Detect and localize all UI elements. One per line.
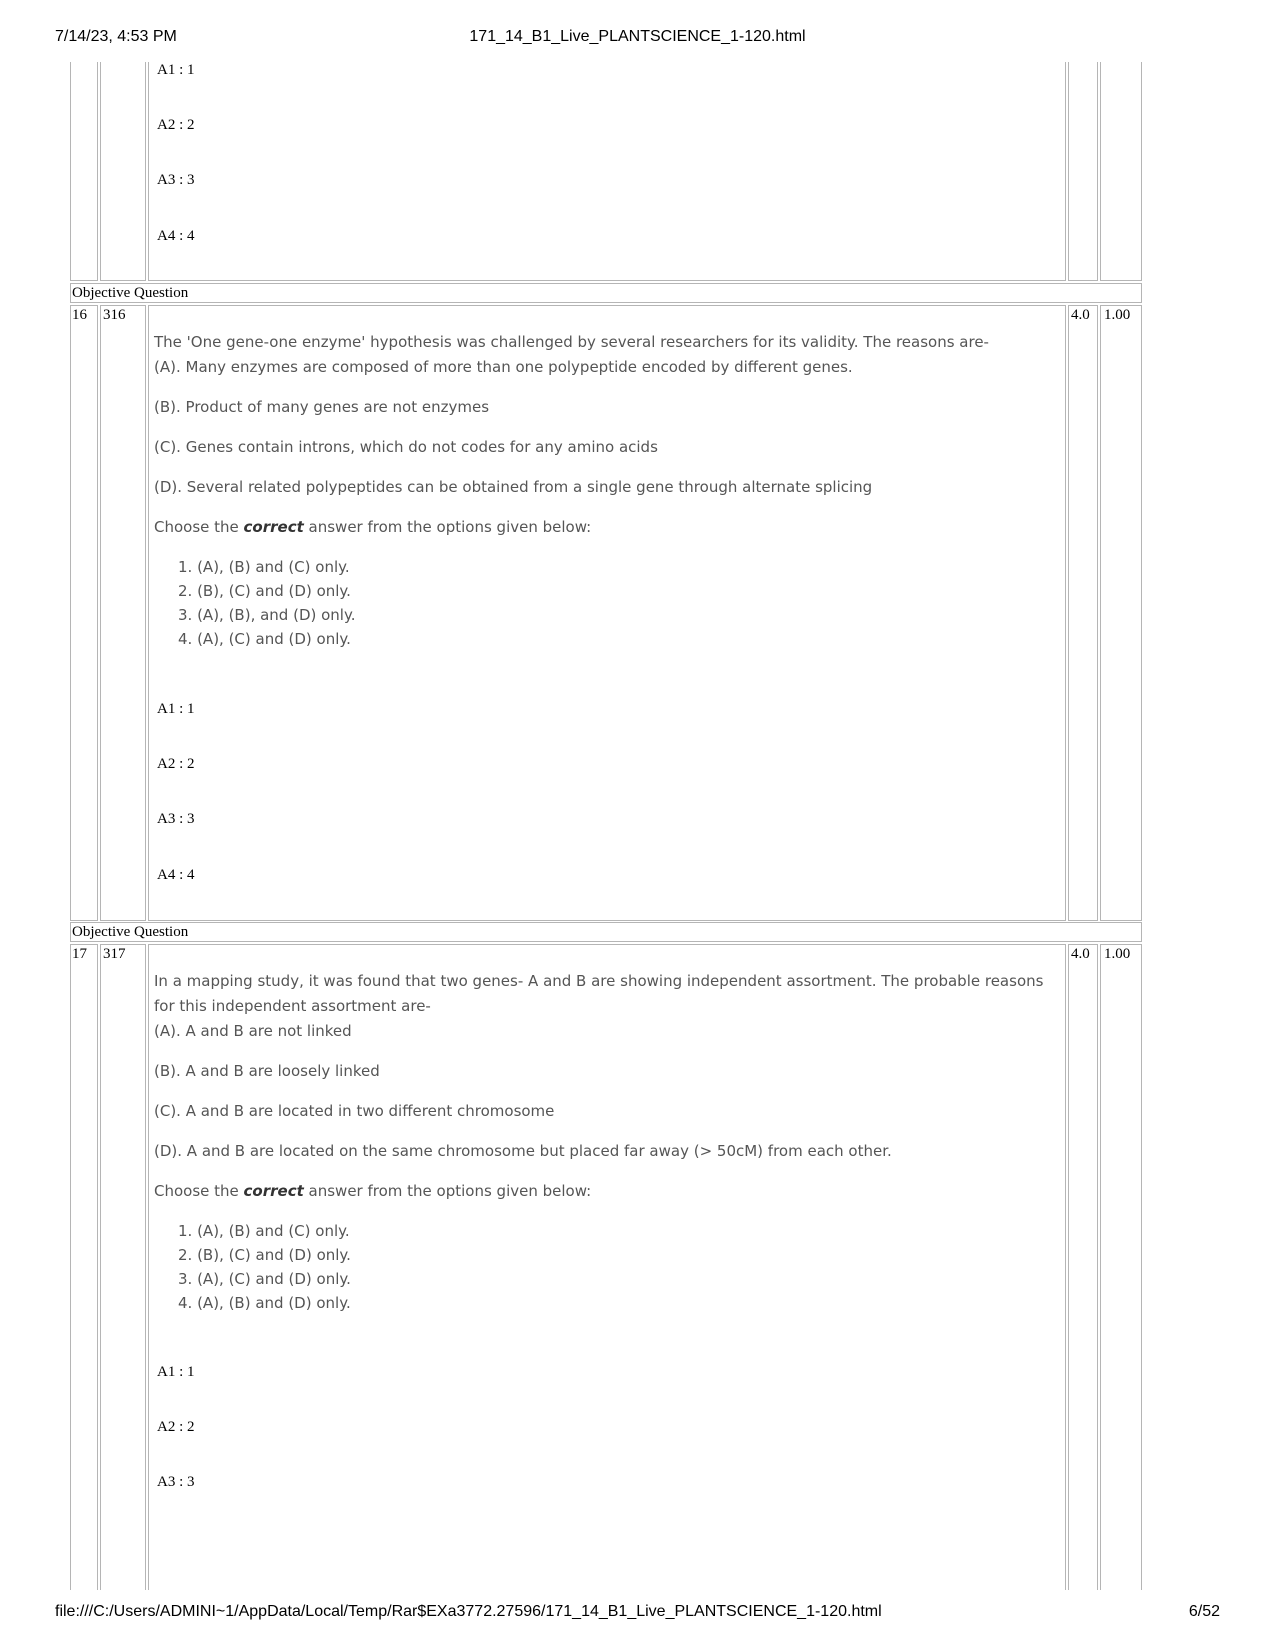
print-file-path: file:///C:/Users/ADMINI~1/AppData/Local/Temp/Rar$EXa3772.27596/171_14_B1_Live_PLANTSCIENCE_1-120.html: [55, 1603, 882, 1620]
print-header: [55, 28, 1220, 50]
question-block-17: [70, 944, 1206, 1590]
marks-cell: [1068, 944, 1098, 1590]
statement: (D). Several related polypeptides can be obtained from a single gene through alternate splicing: [154, 478, 873, 496]
choose-instruction: [154, 515, 1059, 540]
prev-marks-cell: [1068, 62, 1098, 281]
question-stem: The 'One gene-one enzyme' hypothesis was challenged by several researchers for its validity. The reasons are-: [154, 333, 989, 351]
choose-instruction: [154, 1179, 1059, 1204]
option-item: 3. (A), (B), and (D) only.: [178, 606, 356, 624]
option-item: 1. (A), (B) and (C) only.: [178, 1222, 350, 1240]
marks-cell: [1068, 305, 1098, 921]
question-sno-cell: [70, 305, 98, 921]
print-doc-title: 171_14_B1_Live_PLANTSCIENCE_1-120.html: [469, 28, 806, 45]
question-text: [154, 330, 1059, 651]
statement: (A). Many enzymes are composed of more than one polypeptide encoded by different genes.: [154, 358, 853, 376]
answer-option: A4 : 4: [157, 228, 195, 244]
question-sno: 16: [72, 307, 87, 323]
question-sno: 17: [72, 946, 87, 962]
negative-marks-value: 1.00: [1104, 946, 1131, 962]
question-body-cell: [148, 305, 1066, 921]
negative-marks-cell: [1100, 305, 1142, 921]
answer-option: A2 : 2: [157, 756, 195, 772]
prev-qid-cell: [100, 62, 146, 281]
option-item: 2. (B), (C) and (D) only.: [178, 582, 351, 600]
prev-body-cell: [148, 62, 1066, 281]
statement: (D). A and B are located on the same chromosome but placed far away (> 50cM) from each other.: [154, 1142, 892, 1160]
choose-suffix: answer from the options given below:: [303, 518, 592, 536]
marks-value: 4.0: [1071, 946, 1090, 962]
section-label: [70, 283, 1142, 303]
answer-option: A2 : 2: [157, 1419, 195, 1435]
print-page-number: 6/52: [1188, 1603, 1220, 1620]
question-sno-cell: [70, 944, 98, 1590]
print-footer: [55, 1603, 1220, 1625]
option-item: 4. (A), (B) and (D) only.: [178, 1294, 351, 1312]
option-item: 3. (A), (C) and (D) only.: [178, 1270, 351, 1288]
choose-prefix: Choose the: [154, 518, 244, 536]
negative-marks-cell: [1100, 944, 1142, 1590]
question-id-cell: [100, 944, 146, 1590]
question-id-cell: [100, 305, 146, 921]
choose-suffix: answer from the options given below:: [303, 1182, 592, 1200]
prev-question-block: [70, 62, 1206, 281]
negative-marks-value: 1.00: [1104, 307, 1131, 323]
statement: (C). A and B are located in two different chromosome: [154, 1102, 555, 1120]
options-list: [154, 555, 1059, 651]
prev-negative-cell: [1100, 62, 1142, 281]
option-item: 1. (A), (B) and (C) only.: [178, 558, 350, 576]
answer-option: A1 : 1: [157, 701, 195, 717]
statement: (B). A and B are loosely linked: [154, 1062, 380, 1080]
choose-emphasis: correct: [243, 518, 304, 536]
section-label-text: Objective Question: [72, 924, 189, 940]
question-block-16: [70, 305, 1206, 921]
question-body-cell: [148, 944, 1066, 1590]
question-id: 317: [103, 946, 126, 962]
question-text: [154, 969, 1059, 1315]
prev-sno-cell: [70, 62, 98, 281]
print-datetime: 7/14/23, 4:53 PM: [55, 28, 177, 45]
question-id: 316: [103, 307, 126, 323]
answer-option: A3 : 3: [157, 172, 195, 188]
section-label: [70, 922, 1142, 942]
question-stem: In a mapping study, it was found that two genes- A and B are showing independent assortment. The probable reasons for this independent assortment are-: [154, 972, 1044, 1015]
option-item: 2. (B), (C) and (D) only.: [178, 1246, 351, 1264]
option-item: 4. (A), (C) and (D) only.: [178, 630, 351, 648]
marks-value: 4.0: [1071, 307, 1090, 323]
choose-emphasis: correct: [243, 1182, 304, 1200]
statement: (B). Product of many genes are not enzymes: [154, 398, 490, 416]
answer-option: A4 : 4: [157, 867, 195, 883]
answer-option: A1 : 1: [157, 62, 195, 78]
question-paper: [70, 62, 1206, 1590]
answer-option: A2 : 2: [157, 117, 195, 133]
answer-option: A3 : 3: [157, 1474, 195, 1490]
options-list: [154, 1219, 1059, 1315]
answer-option: A3 : 3: [157, 811, 195, 827]
statement: (C). Genes contain introns, which do not codes for any amino acids: [154, 438, 658, 456]
section-label-text: Objective Question: [72, 285, 189, 301]
statement: (A). A and B are not linked: [154, 1022, 352, 1040]
answer-option: A1 : 1: [157, 1364, 195, 1380]
choose-prefix: Choose the: [154, 1182, 244, 1200]
